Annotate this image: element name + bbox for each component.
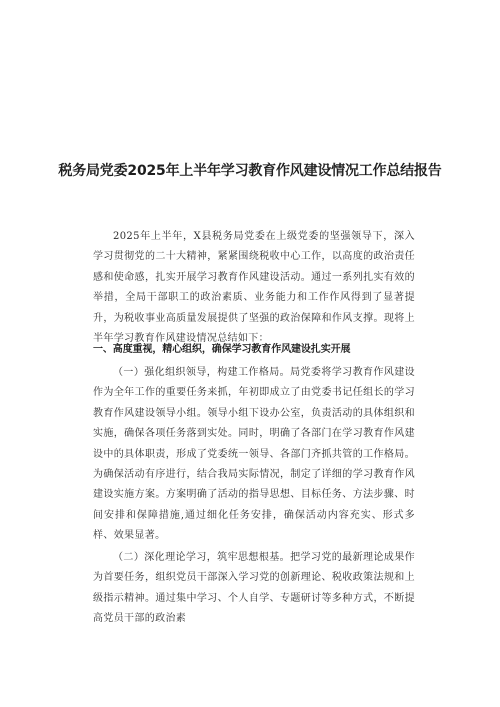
intro-paragraph: 2025年上半年，X县税务局党委在上级党委的坚强领导下，深入学习贯彻党的二十大精神，紧紧围绕税收中心工作，以高度的政治责任感和使命感，扎实开展学习教育作风建设活动。通过一系列扎实有效的举措，全局干部职工的政治素质、业务能力和工作作风得到了显著提升，为税收事业高质量发展提供了坚强的政治保障和作风支撑。现将上半年学习教育作风建设情况总结如下：	[93, 231, 415, 345]
section-heading-1: 一、高度重视，精心组织，确保学习教育作风建设扎实开展	[93, 344, 351, 355]
document-title: 税务局党委2025年上半年学习教育作风建设情况工作总结报告	[58, 163, 442, 179]
paragraph-organization: （一）强化组织领导，构建工作格局。局党委将学习教育作风建设作为全年工作的重要任务来抓，年初即成立了由党委书记任组长的学习教育作风建设领导小组。领导小组下设办公室，负责活动的具体组织和实施，确保各项任务落到实处。同时，明确了各部门在学习教育作风建设中的具体职责，形成了党委统一领导、各部门齐抓共管的工作格局。为确保活动有序进行，结合我局实际情况，制定了详细的学习教育作风建设实施方案。方案明确了活动的指导思想、目标任务、方法步骤、时间安排和保障措施,通过细化任务安排，确保活动内容充实、形式多样、效果显著。	[93, 367, 415, 542]
paragraph-theory-study: （二）深化理论学习，筑牢思想根基。把学习党的最新理论成果作为首要任务，组织党员干部深入学习党的创新理论、税收政策法规和上级指示精神。通过集中学习、个人自学、专题研讨等多种方式，不断提高党员干部的政治素	[93, 552, 415, 625]
